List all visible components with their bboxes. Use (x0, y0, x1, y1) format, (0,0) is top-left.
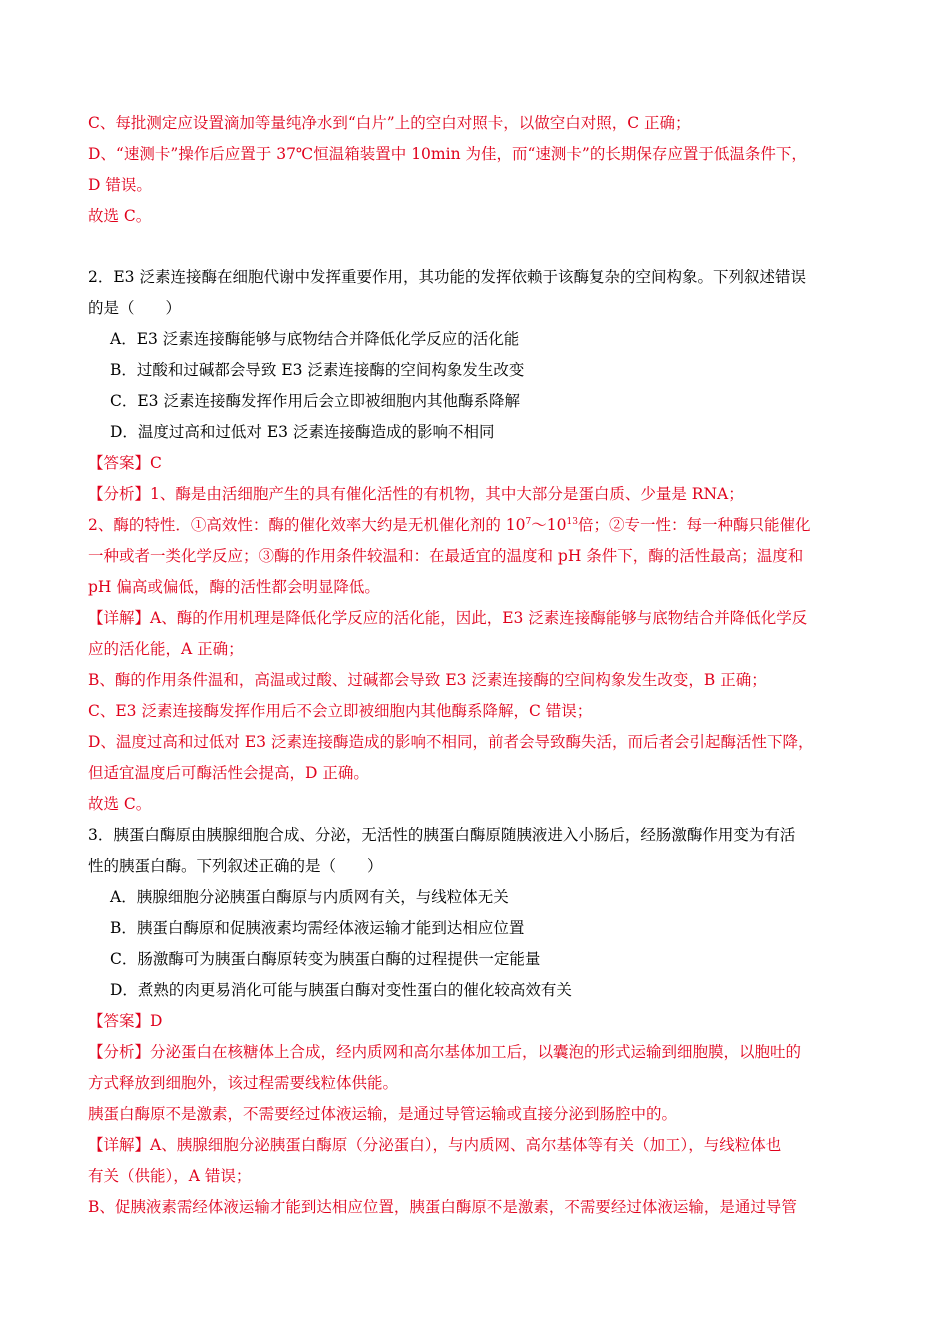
q2-detail-line3: B、酶的作用条件温和，高温或过酸、过碱都会导致 E3 泛素连接酶的空间构象发生改变，B 正确； (88, 671, 767, 689)
q2-option-b: B．过酸和过碱都会导致 E3 泛素连接酶的空间构象发生改变 (110, 361, 525, 379)
q2-detail-line5: D、温度过高和过低对 E3 泛素连接酶造成的影响不相同，前者会导致酶失活，而后者会引起酶活性下降， (88, 733, 814, 751)
q2-analysis-line4: pH 偏高或偏低，酶的活性都会明显降低。 (88, 578, 380, 596)
q3-detail-line2: 有关（供能），A 错误； (88, 1167, 252, 1185)
q2-detail-line6: 但适宜温度后可酶活性会提高，D 正确。 (88, 764, 369, 782)
q3-option-d: D．煮熟的肉更易消化可能与胰蛋白酶对变性蛋白的催化较高效有关 (110, 981, 572, 999)
q3-analysis-line1: 【分析】分泌蛋白在核糖体上合成，经内质网和高尔基体加工后，以囊泡的形式运输到细胞膜，以胞吐的 (88, 1043, 802, 1061)
q2-analysis-line2 (88, 510, 810, 540)
q3-detail-line3: B、促胰液素需经体液运输才能到达相应位置，胰蛋白酶原不是激素，不需要经过体液运输，是通过导管 (88, 1198, 797, 1216)
q3-option-c: C．肠激酶可为胰蛋白酶原转变为胰蛋白酶的过程提供一定能量 (110, 950, 541, 968)
q3-detail-line1: 【详解】A、胰腺细胞分泌胰蛋白酶原（分泌蛋白），与内质网、高尔基体等有关（加工），与线粒体也 (88, 1136, 782, 1154)
q2-conclusion: 故选 C。 (88, 795, 152, 813)
q2-option-c: C．E3 泛素连接酶发挥作用后会立即被细胞内其他酶系降解 (110, 392, 520, 410)
q2-stem-line1: 2．E3 泛素连接酶在细胞代谢中发挥重要作用，其功能的发挥依赖于该酶复杂的空间构象。下列叙述错误 (88, 268, 806, 286)
q3-stem-line1: 3．胰蛋白酶原由胰腺细胞合成、分泌，无活性的胰蛋白酶原随胰液进入小肠后，经肠激酶作用变为有活 (88, 826, 796, 844)
q2-analysis-line3: 一种或者一类化学反应；③酶的作用条件较温和：在最适宜的温度和 pH 条件下，酶的活性最高；温度和 (88, 547, 804, 565)
q3-option-a: A．胰腺细胞分泌胰蛋白酶原与内质网有关，与线粒体无关 (110, 888, 509, 906)
q2-analysis-sup1: 7 (525, 516, 532, 527)
q2-analysis-line2-post: 倍；②专一性：每一种酶只能催化 (577, 516, 811, 534)
q2-detail-line1: 【详解】A、酶的作用机理是降低化学反应的活化能，因此，E3 泛素连接酶能够与底物结合并降低化学反 (88, 609, 808, 627)
q3-analysis-line3: 胰蛋白酶原不是激素，不需要经过体液运输，是通过导管运输或直接分泌到肠腔中的。 (88, 1105, 678, 1123)
q3-stem-line2: 性的胰蛋白酶。下列叙述正确的是（ ） (88, 857, 383, 875)
q2-stem-line2: 的是（ ） (88, 299, 182, 317)
prev-conclusion: 故选 C。 (88, 207, 152, 225)
q2-analysis-sup2: 13 (566, 516, 578, 527)
q2-analysis-line1: 【分析】1、酶是由活细胞产生的具有催化活性的有机物，其中大部分是蛋白质、少量是 RNA； (88, 485, 744, 503)
q2-detail-line2: 应的活化能，A 正确； (88, 640, 244, 658)
q3-analysis-line2: 方式释放到细胞外，该过程需要线粒体供能。 (88, 1074, 399, 1092)
q2-detail-line4: C、E3 泛素连接酶发挥作用后不会立即被细胞内其他酶系降解，C 错误； (88, 702, 593, 720)
prev-solution-d-line2: D 错误。 (88, 176, 152, 194)
prev-solution-d-line1: D、“速测卡”操作后应置于 37℃恒温箱装置中 10min 为佳，而“速测卡”的长期保存应置于低温条件下， (88, 145, 807, 163)
q2-option-a: A．E3 泛素连接酶能够与底物结合并降低化学反应的活化能 (110, 330, 520, 348)
q2-analysis-line2-pre: 2、酶的特性．①高效性：酶的催化效率大约是无机催化剂的 10 (88, 516, 526, 534)
q2-option-d: D．温度过高和过低对 E3 泛素连接酶造成的影响不相同 (110, 423, 495, 441)
q3-answer: 【答案】D (88, 1012, 163, 1030)
q2-analysis-line2-mid: ～10 (531, 516, 567, 534)
q2-answer: 【答案】C (88, 454, 162, 472)
prev-solution-c: C、每批测定应设置滴加等量纯净水到“白片”上的空白对照卡，以做空白对照，C 正确； (88, 114, 691, 132)
q3-option-b: B．胰蛋白酶原和促胰液素均需经体液运输才能到达相应位置 (110, 919, 525, 937)
